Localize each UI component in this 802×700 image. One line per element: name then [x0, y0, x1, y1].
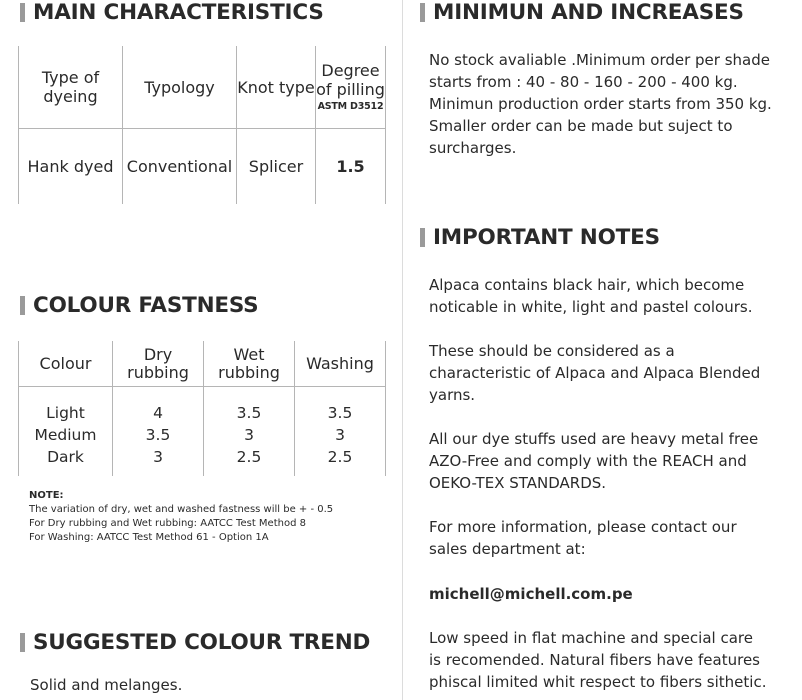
spacer-cell	[113, 387, 204, 403]
note-line: For Washing: AATCC Test Method 61 - Option 1A	[29, 532, 269, 543]
note-line: The variation of dry, wet and washed fastness will be + - 0.5	[29, 504, 334, 515]
notes-line: These should be considered as a	[429, 342, 675, 360]
main-characteristics-table	[18, 46, 386, 204]
main-characteristics-title: MAIN CHARACTERISTICS	[33, 0, 324, 25]
minimum-paragraph	[429, 49, 772, 159]
notes-paragraph-4	[429, 516, 737, 560]
minimum-title: MINIMUN AND INCREASES	[433, 0, 744, 25]
spacer-cell	[295, 387, 386, 403]
notes-line: For more information, please contact our	[429, 518, 737, 536]
row-dark-wet: 2.5	[204, 446, 295, 476]
note-line: For Dry rubbing and Wet rubbing: AATCC Test Method 8	[29, 518, 306, 529]
minimum-line: No stock avaliable .Minimum order per shade	[429, 51, 770, 69]
notes-line: yarns.	[429, 386, 476, 404]
header-degree-of-pilling-label: Degree of pilling	[316, 61, 385, 99]
row-dark-washing: 2.5	[295, 446, 386, 476]
notes-paragraph-2	[429, 340, 760, 406]
heading-bar-icon	[20, 296, 25, 315]
row-light-wet: 3.5	[204, 402, 295, 424]
fastness-note	[29, 489, 333, 545]
colour-fastness-table	[18, 341, 386, 476]
notes-paragraph-3	[429, 428, 758, 494]
minimum-line: starts from : 40 - 80 - 160 - 200 - 400 kg.	[429, 73, 738, 91]
header-wet-rubbing: Wet rubbing	[204, 341, 295, 387]
row-medium-dry: 3.5	[113, 424, 204, 446]
row-medium-wet: 3	[204, 424, 295, 446]
heading-bar-icon	[20, 3, 25, 22]
colour-fastness-heading	[20, 293, 258, 318]
notes-paragraph-5	[429, 627, 766, 693]
header-dry-rubbing: Dry rubbing	[113, 341, 204, 387]
header-knot-type: Knot type	[237, 46, 316, 129]
row-light-dry: 4	[113, 402, 204, 424]
value-typology: Conventional	[123, 129, 237, 205]
row-dark-dry: 3	[113, 446, 204, 476]
suggested-trend-text: Solid and melanges.	[30, 676, 183, 694]
note-title: NOTE:	[29, 490, 64, 501]
pilling-standard: ASTM D3512	[317, 101, 384, 112]
row-medium-washing: 3	[295, 424, 386, 446]
main-characteristics-heading	[20, 0, 324, 25]
notes-line: sales department at:	[429, 540, 586, 558]
value-knot-type: Splicer	[237, 129, 316, 205]
header-degree-of-pilling	[316, 46, 386, 129]
column-divider	[402, 0, 403, 700]
notes-line: All our dye stuffs used are heavy metal free	[429, 430, 759, 448]
header-colour: Colour	[19, 341, 113, 387]
header-washing: Washing	[295, 341, 386, 387]
row-medium-colour: Medium	[19, 424, 113, 446]
notes-paragraph-1	[429, 274, 753, 318]
row-light-colour: Light	[19, 402, 113, 424]
minimum-line: Smaller order can be made but suject to	[429, 117, 733, 135]
heading-bar-icon	[420, 228, 425, 247]
suggested-trend-title: SUGGESTED COLOUR TREND	[33, 630, 371, 655]
notes-line: phiscal limited whit respect to fibers sithetic.	[429, 673, 767, 691]
contact-email[interactable]: michell@michell.com.pe	[429, 585, 633, 603]
notes-line: Low speed in flat machine and special care	[429, 629, 753, 647]
notes-line: characteristic of Alpaca and Alpaca Blended	[429, 364, 761, 382]
row-dark-colour: Dark	[19, 446, 113, 476]
header-type-of-dyeing: Type of dyeing	[19, 46, 123, 129]
important-notes-title: IMPORTANT NOTES	[433, 225, 660, 250]
minimum-line: surcharges.	[429, 139, 517, 157]
notes-line: noticable in white, light and pastel colours.	[429, 298, 753, 316]
colour-fastness-title: COLOUR FASTNESS	[33, 293, 259, 318]
notes-line: is recomended. Natural fibers have features	[429, 651, 760, 669]
notes-line: AZO-Free and comply with the REACH and	[429, 452, 747, 470]
notes-line: OEKO-TEX STANDARDS.	[429, 474, 607, 492]
minimum-line: Minimun production order starts from 350 kg.	[429, 95, 772, 113]
value-degree-of-pilling: 1.5	[316, 129, 386, 205]
spacer-cell	[19, 387, 113, 403]
value-type-of-dyeing: Hank dyed	[19, 129, 123, 205]
spacer-cell	[204, 387, 295, 403]
minimum-heading	[420, 0, 744, 25]
important-notes-heading	[420, 225, 660, 250]
row-light-washing: 3.5	[295, 402, 386, 424]
heading-bar-icon	[20, 633, 25, 652]
suggested-trend-heading	[20, 630, 370, 655]
header-typology: Typology	[123, 46, 237, 129]
heading-bar-icon	[420, 3, 425, 22]
notes-line: Alpaca contains black hair, which become	[429, 276, 745, 294]
